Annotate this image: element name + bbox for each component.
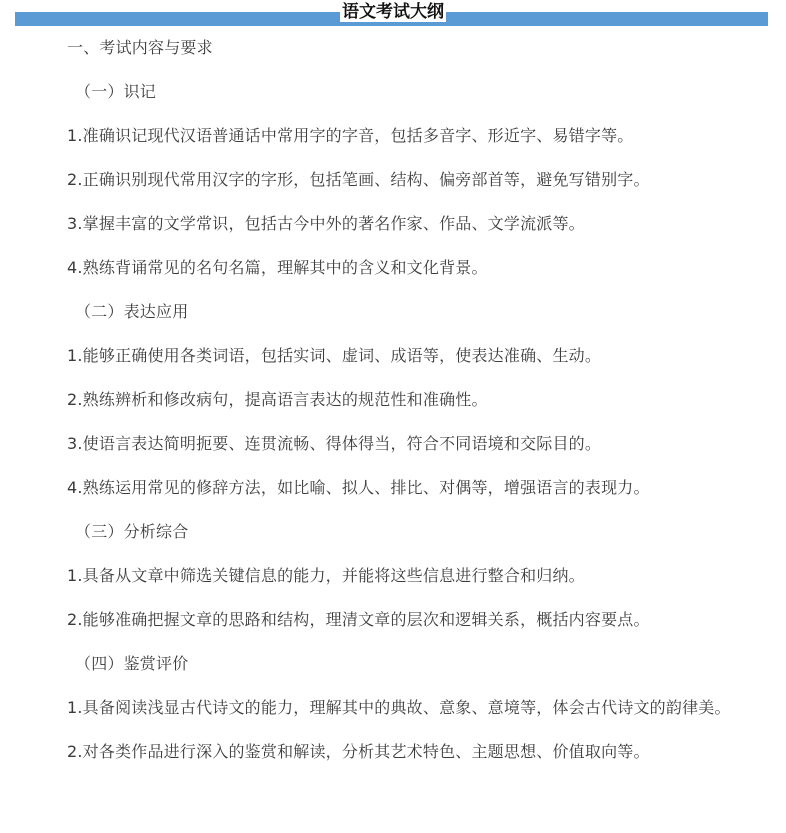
list-item: 2.熟练辨析和修改病句，提高语言表达的规范性和准确性。 (67, 390, 488, 409)
list-item: 1.能够正确使用各类词语，包括实词、虚词、成语等，使表达准确、生动。 (67, 346, 602, 365)
page-title-wrap (0, 0, 786, 26)
document-body (15, 26, 770, 774)
list-item: 1.准确识记现代汉语普通话中常用字的字音，包括多音字、形近字、易错字等。 (67, 126, 634, 145)
page-title: 语文考试大纲 (342, 2, 444, 22)
section-heading: 一、考试内容与要求 (67, 38, 213, 57)
list-item: 3.掌握丰富的文学常识，包括古今中外的著名作家、作品、文学流派等。 (67, 214, 585, 233)
list-item: 2.对各类作品进行深入的鉴赏和解读，分析其艺术特色、主题思想、价值取向等。 (67, 742, 650, 761)
list-item: 1.具备阅读浅显古代诗文的能力，理解其中的典故、意象、意境等，体会古代诗文的韵律美。 (67, 698, 731, 717)
list-item: 2.能够准确把握文章的思路和结构，理清文章的层次和逻辑关系，概括内容要点。 (67, 610, 650, 629)
list-item: 1.具备从文章中筛选关键信息的能力，并能将这些信息进行整合和归纳。 (67, 566, 585, 585)
subsection-title: （四）鉴赏评价 (75, 654, 189, 673)
subsection-title: （一）识记 (75, 82, 157, 101)
subsection-title: （二）表达应用 (75, 302, 189, 321)
list-item: 2.正确识别现代常用汉字的字形，包括笔画、结构、偏旁部首等，避免写错别字。 (67, 170, 650, 189)
subsection-title: （三）分析综合 (75, 522, 189, 541)
list-item: 4.熟练运用常见的修辞方法，如比喻、拟人、排比、对偶等，增强语言的表现力。 (67, 478, 650, 497)
list-item: 4.熟练背诵常见的名句名篇，理解其中的含义和文化背景。 (67, 258, 488, 277)
list-item: 3.使语言表达简明扼要、连贯流畅、得体得当，符合不同语境和交际目的。 (67, 434, 602, 453)
